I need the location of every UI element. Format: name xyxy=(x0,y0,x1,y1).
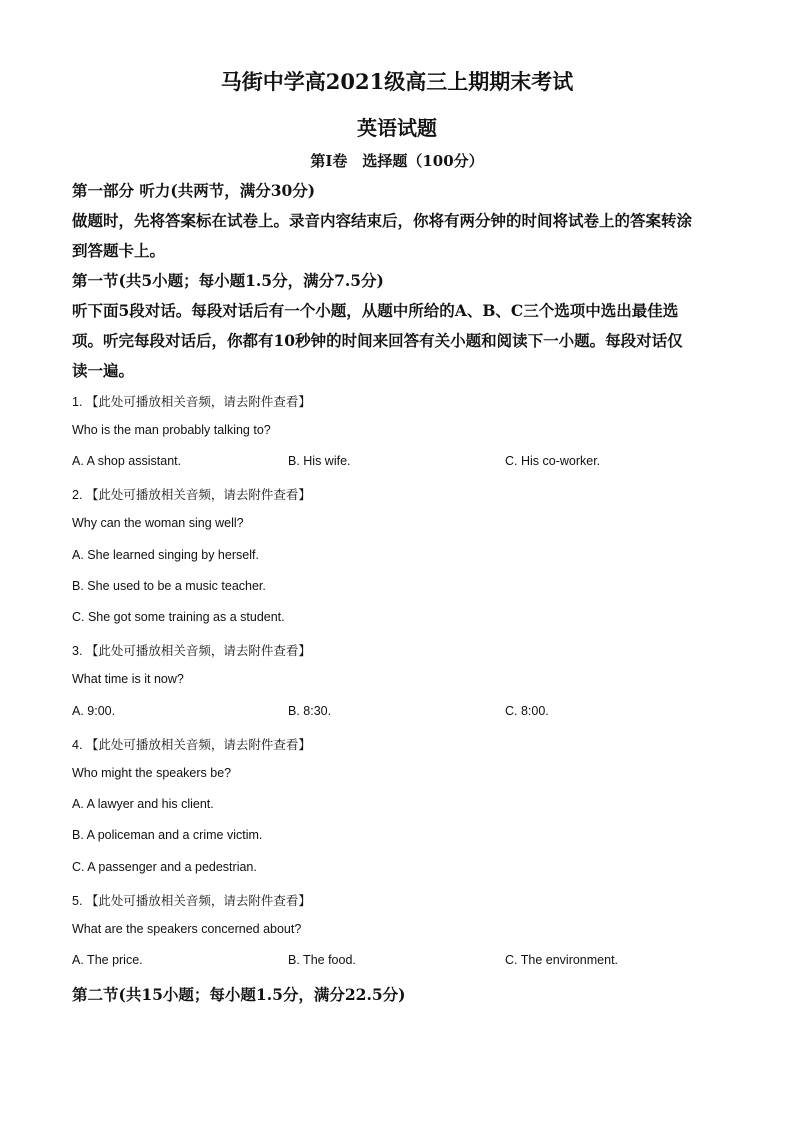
question-1-option-a: A. A shop assistant. xyxy=(72,454,182,468)
question-4-audio-placeholder: 4. 【此处可播放相关音频，请去附件查看】 xyxy=(72,738,311,752)
part1-heading: 第一部分 听力(共两节，满分30分) xyxy=(72,181,316,200)
question-3-audio-placeholder: 3. 【此处可播放相关音频，请去附件查看】 xyxy=(72,644,311,658)
section1-heading: 第一节(共5小题；每小题1.5分，满分7.5分) xyxy=(72,271,384,290)
question-5-option-a: A. The price. xyxy=(72,953,143,967)
question-1-options xyxy=(72,454,732,472)
question-3-option-a: A. 9:00. xyxy=(72,704,116,718)
question-1-option-c: C. His co-worker. xyxy=(505,454,601,468)
question-1-option-b: B. His wife. xyxy=(288,454,351,468)
question-2-audio-placeholder: 2. 【此处可播放相关音频，请去附件查看】 xyxy=(72,488,311,502)
question-2-option-a: A. She learned singing by herself. xyxy=(72,548,259,562)
section2-heading: 第二节(共15小题；每小题1.5分，满分22.5分) xyxy=(72,985,406,1004)
subject-title: 英语试题 xyxy=(357,116,437,140)
question-4-option-a: A. A lawyer and his client. xyxy=(72,797,214,811)
question-2-option-c: C. She got some training as a student. xyxy=(72,610,285,624)
question-5-audio-placeholder: 5. 【此处可播放相关音频，请去附件查看】 xyxy=(72,894,311,908)
part1-instruction-line1: 做题时，先将答案标在试卷上。录音内容结束后，你将有两分钟的时间将试卷上的答案转涂 xyxy=(72,211,693,230)
question-4-option-c: C. A passenger and a pedestrian. xyxy=(72,860,257,874)
volume-title: 第I卷 选择题（100分） xyxy=(310,152,484,170)
question-2-stem: Why can the woman sing well? xyxy=(72,516,244,530)
question-3-option-c: C. 8:00. xyxy=(505,704,549,718)
question-5-options xyxy=(72,953,732,971)
section1-instruction-line2: 项。听完每段对话后，你都有10秒钟的时间来回答有关小题和阅读下一小题。每段对话仅 xyxy=(72,331,683,350)
part1-instruction-line2: 到答题卡上。 xyxy=(72,241,166,260)
question-3-option-b: B. 8:30. xyxy=(288,704,332,718)
question-3-options xyxy=(72,704,732,722)
question-4-stem: Who might the speakers be? xyxy=(72,766,232,780)
section1-instruction-line3: 读一遍。 xyxy=(72,361,135,380)
question-5-option-b: B. The food. xyxy=(288,953,356,967)
section1-instruction-line1: 听下面5段对话。每段对话后有一个小题，从题中所给的A、B、C三个选项中选出最佳选 xyxy=(72,301,679,320)
question-5-option-c: C. The environment. xyxy=(505,953,619,967)
school-title: 马街中学高2021级高三上期期末考试 xyxy=(220,69,574,94)
question-1-audio-placeholder: 1. 【此处可播放相关音频，请去附件查看】 xyxy=(72,395,311,409)
question-4-option-b: B. A policeman and a crime victim. xyxy=(72,828,263,842)
question-5-stem: What are the speakers concerned about? xyxy=(72,922,302,936)
question-2-option-b: B. She used to be a music teacher. xyxy=(72,579,266,593)
question-1-stem: Who is the man probably talking to? xyxy=(72,423,271,437)
question-3-stem: What time is it now? xyxy=(72,672,184,686)
